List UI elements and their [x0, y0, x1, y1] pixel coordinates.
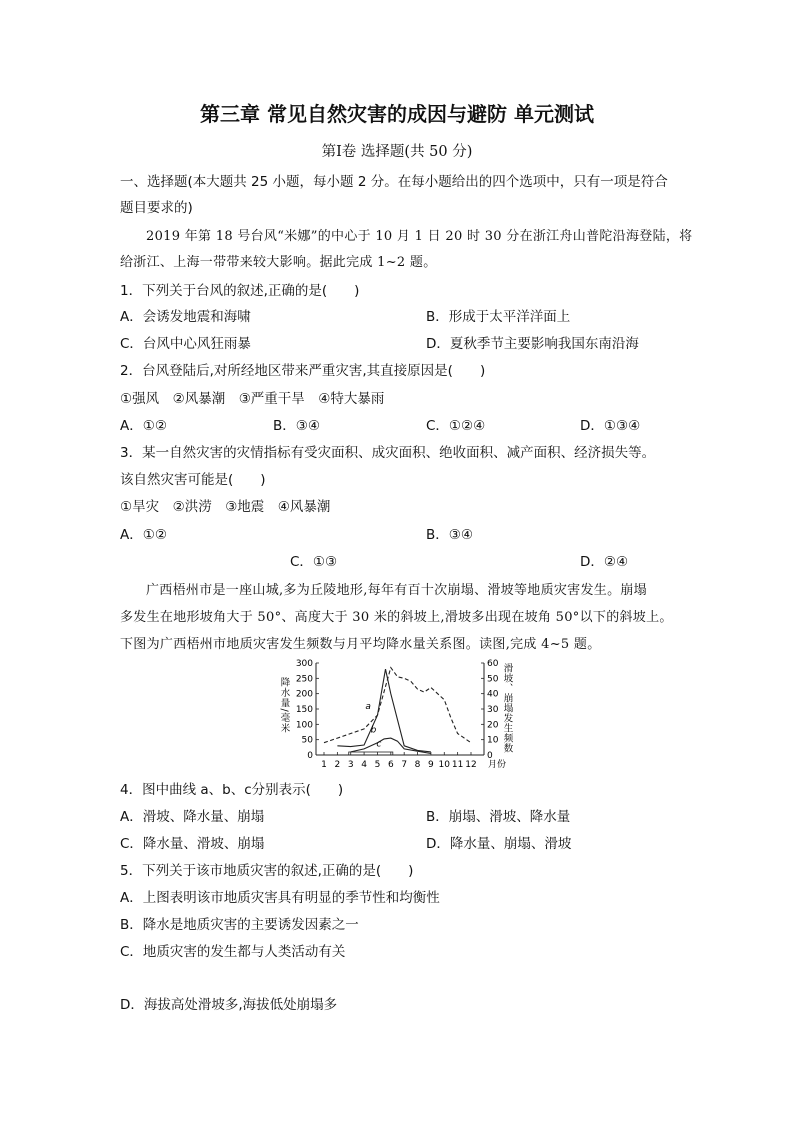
section-instruction-line2: 题目要求的) — [120, 200, 193, 216]
chart-left-tick-label: 100 — [295, 720, 313, 731]
page-title: 第三章 常见自然灾害的成因与避防 单元测试 — [200, 102, 594, 126]
q2-items: ①强风 ②风暴潮 ③严重干旱 ④特大暴雨 — [120, 391, 385, 407]
q1-option-d: D．夏秋季节主要影响我国东南沿海 — [426, 336, 639, 352]
chart-series-a — [324, 668, 471, 743]
passage2-line1: 广西梧州市是一座山城,多为丘陵地形,每年有百十次崩塌、滑坡等地质灾害发生。崩塌 — [146, 583, 647, 598]
chart-left-tick-label: 200 — [295, 689, 313, 700]
q2-stem: 2．台风登陆后,对所经地区带来严重灾害,其直接原因是( ) — [120, 363, 486, 379]
q3-option-b: B．③④ — [426, 527, 473, 543]
passage2-line3: 下图为广西梧州市地质灾害发生频数与月平均降水量关系图。读图,完成 4~5 题。 — [120, 637, 601, 652]
chart-x-tick-label: 5 — [374, 760, 381, 770]
chart-xlabel: 月份 — [488, 760, 507, 770]
chart-left-tick-label: 150 — [295, 705, 313, 715]
chart-right-tick-label: 30 — [487, 705, 499, 715]
chart-curve-label-b: b — [370, 725, 377, 736]
chart-x-tick-label: 1 — [321, 760, 327, 770]
q4-option-c: C．降水量、滑坡、崩塌 — [120, 836, 265, 852]
q5-option-c: C．地质灾害的发生都与人类活动有关 — [120, 944, 346, 960]
chart-x-tick-label: 4 — [361, 760, 367, 770]
chart-series-c — [351, 738, 431, 753]
q3-stem-line1: 3．某一自然灾害的灾情指标有受灾面积、成灾面积、绝收面积、减产面积、经济损失等。 — [120, 445, 656, 461]
chart-x-tick-label: 9 — [428, 760, 434, 770]
chart-left-tick-label: 300 — [295, 659, 313, 669]
chart-x-tick-label: 7 — [401, 760, 408, 770]
disaster-rainfall-chart — [276, 655, 526, 773]
q1-option-b: B．形成于太平洋洋面上 — [426, 309, 571, 325]
q3-option-a: A．①② — [120, 527, 167, 543]
chart-right-tick-label: 50 — [487, 674, 499, 685]
q1-stem: 1．下列关于台风的叙述,正确的是( ) — [120, 283, 360, 299]
q3-items: ①旱灾 ②洪涝 ③地震 ④风暴潮 — [120, 499, 331, 515]
passage1-line2: 给浙江、上海一带带来较大影响。据此完成 1~2 题。 — [120, 255, 437, 270]
passage2-line2: 多发生在地形坡角大于 50°、高度大于 30 米的斜坡上,滑坡多出现在坡角 50°以下的斜坡上。 — [120, 610, 673, 625]
q4-option-a: A．滑坡、降水量、崩塌 — [120, 809, 265, 825]
section-subtitle: 第Ⅰ卷 选择题(共 50 分) — [321, 144, 473, 160]
chart-x-tick-label: 10 — [438, 760, 450, 770]
chart-left-tick-label: 250 — [295, 674, 313, 685]
chart-x-tick-label: 6 — [387, 760, 394, 770]
q2-option-a: A．①② — [120, 418, 167, 434]
chart-x-tick-label: 3 — [347, 760, 354, 770]
chart-x-tick-label: 12 — [465, 760, 477, 770]
passage1-line1: 2019 年第 18 号台风“米娜”的中心于 10 月 1 日 20 时 30 分在浙江舟山普陀沿海登陆，将 — [146, 229, 693, 244]
q2-option-d: D．①③④ — [580, 418, 641, 434]
q1-option-a: A．会诱发地震和海啸 — [120, 309, 251, 325]
q4-stem: 4．图中曲线 a、b、c分别表示( ) — [120, 782, 344, 798]
chart-curve-label-a: a — [365, 702, 371, 712]
q4-option-d: D．降水量、崩塌、滑坡 — [426, 836, 572, 852]
chart-ylabel-left: 降水量/毫米 — [278, 677, 290, 734]
q5-option-d: D．海拔高处滑坡多,海拔低处崩塌多 — [120, 997, 338, 1013]
section-instruction-line1: 一、选择题(本大题共 25 小题，每小题 2 分。在每小题给出的四个选项中，只有一项是符合 — [120, 174, 668, 190]
chart-right-tick-label: 40 — [487, 689, 499, 700]
chart-right-tick-label: 10 — [487, 735, 499, 746]
chart-right-tick-label: 60 — [487, 659, 499, 669]
chart-left-tick-label: 0 — [307, 751, 313, 761]
chart-left-tick-label: 50 — [301, 735, 313, 746]
q5-stem: 5．下列关于该市地质灾害的叙述,正确的是( ) — [120, 863, 414, 879]
chart-ylabel-right: 滑坡、崩塌发生频数 — [501, 663, 513, 753]
chart-right-tick-label: 0 — [487, 751, 493, 761]
q2-option-b: B．③④ — [273, 418, 320, 434]
q2-option-c: C．①②④ — [426, 418, 486, 434]
q5-option-a: A．上图表明该市地质灾害具有明显的季节性和均衡性 — [120, 890, 440, 906]
chart-x-tick-label: 2 — [334, 760, 341, 770]
q5-option-b: B．降水是地质灾害的主要诱发因素之一 — [120, 917, 359, 933]
chart-right-tick-label: 20 — [487, 720, 499, 731]
q4-option-b: B．崩塌、滑坡、降水量 — [426, 809, 571, 825]
q3-stem-line2: 该自然灾害可能是( ) — [120, 472, 266, 488]
chart-x-tick-label: 8 — [414, 760, 421, 770]
q3-option-c: C．①③ — [290, 554, 338, 570]
chart-curve-label-c: c — [376, 739, 382, 750]
chart-x-tick-label: 11 — [451, 760, 464, 770]
q3-option-d: D．②④ — [580, 554, 629, 570]
q1-option-c: C．台风中心风狂雨暴 — [120, 336, 251, 352]
